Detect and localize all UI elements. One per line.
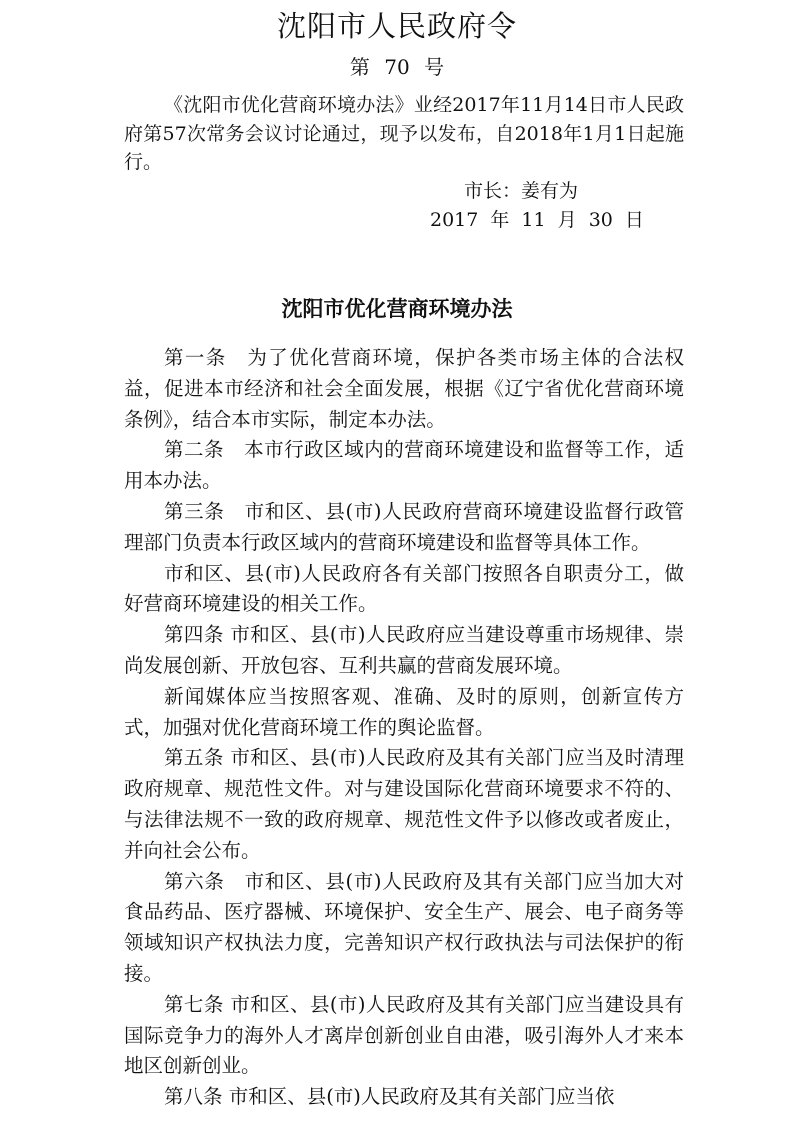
order-title: 沈阳市人民政府令 bbox=[276, 9, 517, 43]
article-7: 第七条 市和区、县(市)人民政府及其有关部门应当建设具有国际竞争力的海外人才离岸创新创业自由港，吸引海外人才来本地区创新创业。 bbox=[124, 992, 684, 1078]
article-3-clause-2: 市和区、县(市)人民政府各有关部门按照各自职责分工，做好营商环境建设的相关工作。 bbox=[124, 561, 684, 616]
measures-body bbox=[124, 343, 684, 1113]
order-announcement: 《沈阳市优化营商环境办法》业经2017年11月14日市人民政府第57次常务会议讨论通过，现予以发布，自2018年1月1日起施行。 bbox=[124, 94, 684, 173]
order-signer: 市长：姜有为 bbox=[464, 180, 579, 202]
article-3: 第三条 市和区、县(市)人民政府营商环境建设监督行政管理部门负责本行政区域内的营商环境建设和监督等具体工作。 bbox=[124, 499, 684, 554]
order-number: 第 70 号 bbox=[349, 55, 445, 79]
article-6: 第六条 市和区、县(市)人民政府及其有关部门应当加大对食品药品、医疗器械、环境保护、安全生产、展会、电子商务等领域知识产权执法力度，完善知识产权行政执法与司法保护的衔接。 bbox=[124, 869, 684, 985]
article-1: 第一条 为了优化营商环境，保护各类市场主体的合法权益，促进本市经济和社会全面发展，根据《辽宁省优化营商环境条例》，结合本市实际，制定本办法。 bbox=[124, 346, 684, 431]
order-date: 2017 年 11 月 30 日 bbox=[430, 209, 644, 231]
article-4: 第四条 市和区、县(市)人民政府应当建设尊重市场规律、崇尚发展创新、开放包容、互利共赢的营商发展环境。 bbox=[124, 623, 684, 677]
article-4-clause-2: 新闻媒体应当按照客观、准确、及时的原则，创新宣传方式，加强对优化营商环境工作的舆论监督。 bbox=[124, 684, 684, 739]
article-2: 第二条 本市行政区域内的营商环境建设和监督等工作，适用本办法。 bbox=[124, 438, 684, 493]
article-8: 第八条 市和区、县(市)人民政府及其有关部门应当依 bbox=[164, 1085, 615, 1109]
measures-title: 沈阳市优化营商环境办法 bbox=[281, 297, 513, 321]
article-5: 第五条 市和区、县(市)人民政府及其有关部门应当及时清理政府规章、规范性文件。对与建设国际化营商环境要求不符的、与法律法规不一致的政府规章、规范性文件予以修改或者废止，并向社会公布。 bbox=[124, 746, 684, 862]
